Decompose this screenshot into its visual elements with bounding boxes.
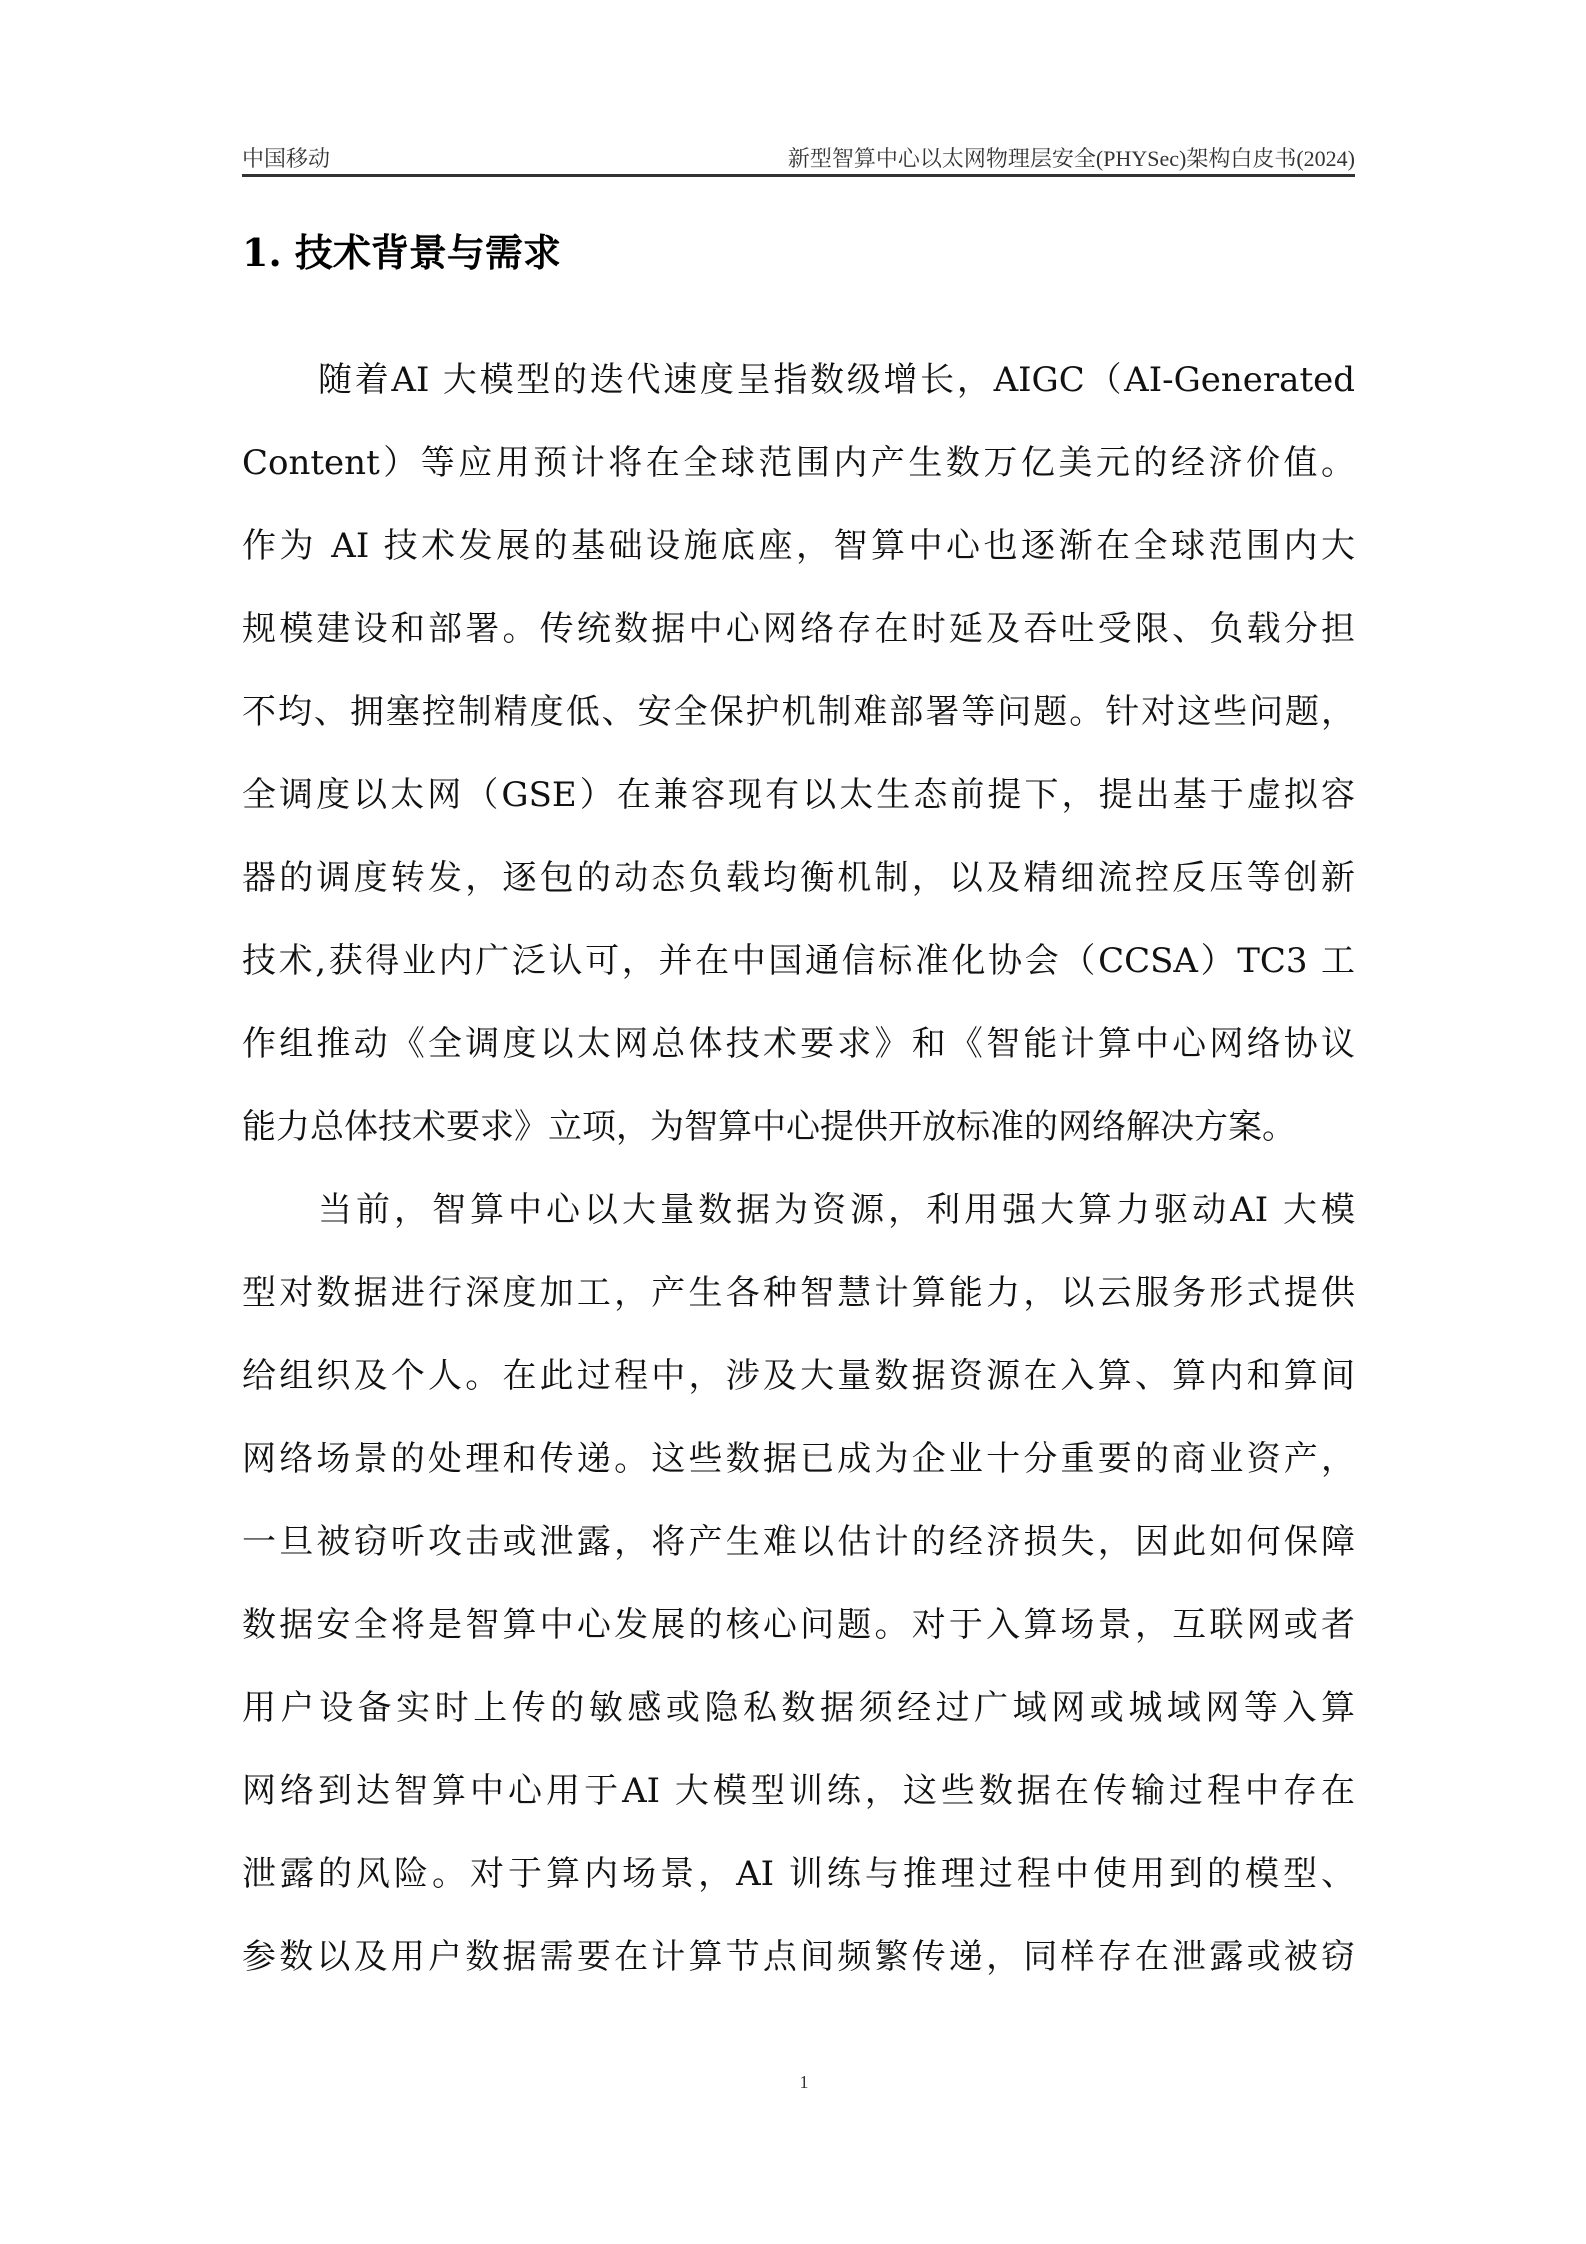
text-line: 作组推动《全调度以太网总体技术要求》和《智能计算中心网络协议: [242, 1024, 1355, 1064]
text-line: 参数以及用户数据需要在计算节点间频繁传递，同样存在泄露或被窃: [242, 1937, 1355, 1977]
text-line: 当前，智算中心以大量数据为资源，利用强大算力驱动AI 大模: [318, 1190, 1355, 1230]
paragraph: [242, 352, 1355, 1182]
text-line: 全调度以太网（GSE）在兼容现有以太生态前提下，提出基于虚拟容: [242, 775, 1355, 815]
header-right: 新型智算中心以太网物理层安全(PHYSec)架构白皮书(2024): [787, 146, 1355, 171]
text-line: 一旦被窃听攻击或泄露，将产生难以估计的经济损失，因此如何保障: [242, 1522, 1355, 1562]
text-line: 网络到达智算中心用于AI 大模型训练，这些数据在传输过程中存在: [242, 1771, 1355, 1811]
header-left: 中国移动: [242, 146, 331, 171]
text-line: Content）等应用预计将在全球范围内产生数万亿美元的经济价值。: [242, 443, 1355, 483]
text-line: 器的调度转发，逐包的动态负载均衡机制，以及精细流控反压等创新: [242, 858, 1355, 898]
text-line: 作为 AI 技术发展的基础设施底座，智算中心也逐渐在全球范围内大: [242, 526, 1355, 566]
text-line: 用户设备实时上传的敏感或隐私数据须经过广域网或城域网等入算: [242, 1688, 1355, 1728]
text-line: 数据安全将是智算中心发展的核心问题。对于入算场景，互联网或者: [242, 1605, 1355, 1645]
text-line: 泄露的风险。对于算内场景，AI 训练与推理过程中使用到的模型、: [242, 1854, 1355, 1894]
page-number: 1: [799, 2072, 809, 2092]
paragraph: [242, 1182, 1355, 2012]
text-line: 不均、拥塞控制精度低、安全保护机制难部署等问题。针对这些问题，: [242, 692, 1355, 732]
text-line: 型对数据进行深度加工，产生各种智慧计算能力，以云服务形式提供: [242, 1273, 1355, 1313]
header-rule: [242, 174, 1355, 177]
text-line: 网络场景的处理和传递。这些数据已成为企业十分重要的商业资产，: [242, 1439, 1355, 1479]
text-line: 技术,获得业内广泛认可，并在中国通信标准化协会（CCSA）TC3 工: [242, 941, 1355, 981]
text-line: 规模建设和部署。传统数据中心网络存在时延及吞吐受限、负载分担: [242, 609, 1355, 649]
body-text: [242, 352, 1355, 2012]
text-line: 给组织及个人。在此过程中，涉及大量数据资源在入算、算内和算间: [242, 1356, 1355, 1396]
text-line: 随着AI 大模型的迭代速度呈指数级增长，AIGC（AI-Generated: [318, 360, 1355, 400]
text-line: 能力总体技术要求》立项，为智算中心提供开放标准的网络解决方案。: [242, 1107, 1296, 1147]
section-title: 1. 技术背景与需求: [242, 230, 561, 275]
page-header: [242, 138, 1355, 174]
